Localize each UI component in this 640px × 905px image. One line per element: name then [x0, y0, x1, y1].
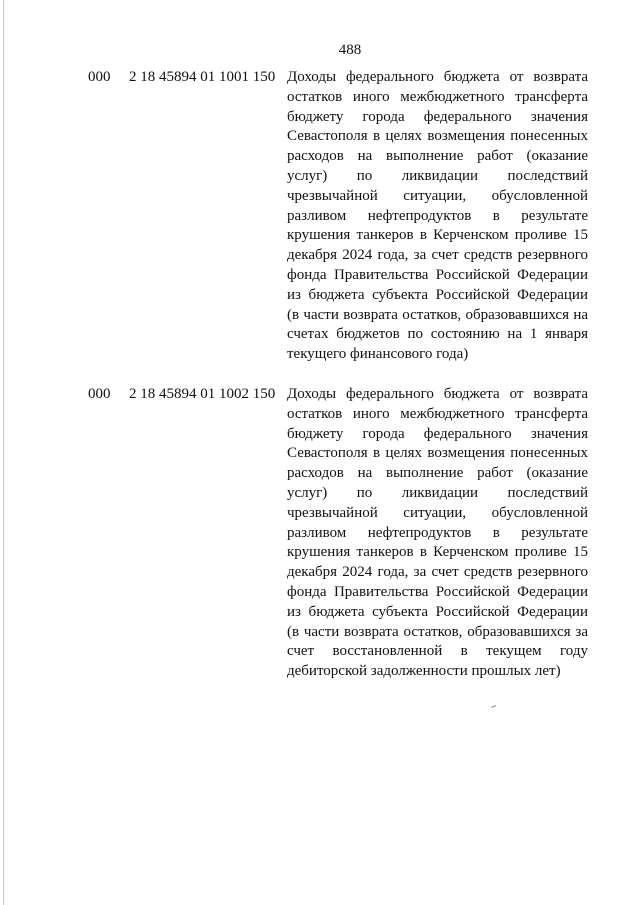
scan-margin-line	[3, 0, 4, 905]
income-description: Доходы федерального бюджета от возврата остатков иного межбюджетного трансферта бюджету города федерального значения Севастополя в целях возмещения понесенных расходов на выполнение работ (оказание услуг) по ликвидации последствий чрезвычайной ситуации, обусловленной разливом нефтепродуктов в результате крушения танкеров в Керченском проливе 15 декабря 2024 года, за счет средств резервного фонда Правительства Российской Федерации из бюджета субъекта Российской Федерации (в части возврата остатков, образовавшихся за счет восстановленной в текущем году дебиторской задолженности прошлых лет)	[287, 386, 588, 680]
budget-classification-code: 2 18 45894 01 1001 150	[129, 69, 276, 85]
budget-classification-code: 2 18 45894 01 1002 150	[129, 386, 276, 402]
admin-code: 000	[88, 386, 111, 402]
page-number: 488	[338, 42, 362, 58]
scan-speck	[491, 705, 496, 708]
income-description: Доходы федерального бюджета от возврата остатков иного межбюджетного трансферта бюджету города федерального значения Севастополя в целях возмещения понесенных расходов на выполнение работ (оказание услуг) по ликвидации последствий чрезвычайной ситуации, обусловленной разливом нефтепродуктов в результате крушения танкеров в Керченском проливе 15 декабря 2024 года, за счет средств резервного фонда Правительства Российской Федерации из бюджета субъекта Российской Федерации (в части возврата остатков, образовавшихся на счетах бюджетов по состоянию на 1 января текущего финансового года)	[287, 69, 588, 363]
admin-code: 000	[88, 69, 111, 85]
